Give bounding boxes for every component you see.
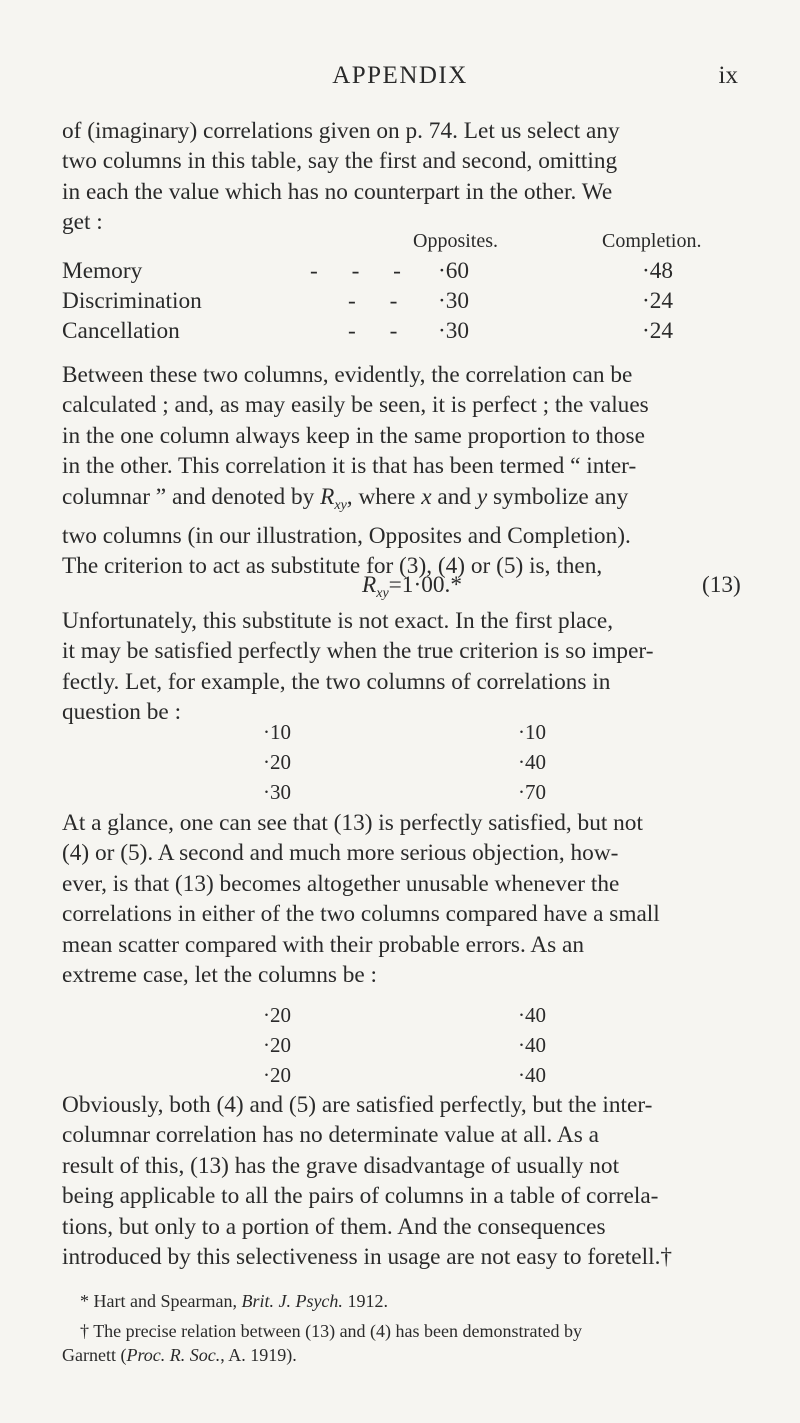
list-item: ·30 ·70 <box>263 780 546 804</box>
column-header-opposites: Opposites. <box>413 230 498 252</box>
paragraph-5 <box>62 1090 738 1272</box>
text-line: in each the value which has no counterpart in the other. We <box>62 178 613 205</box>
opposites-value: ·60 <box>438 258 470 284</box>
header-title: APPENDIX <box>332 62 468 89</box>
text-line: introduced by this selectiveness in usage are not easy to foretell.† <box>62 1244 673 1271</box>
text-line: ever, is that (13) becomes altogether unusable whenever the <box>62 870 620 897</box>
text-line: it may be satisfied perfectly when the true criterion is so imper- <box>62 638 654 665</box>
text-line: columnar correlation has no determinate value at all. As a <box>62 1122 599 1149</box>
footnote-2: † The precise relation between (13) and (4) has been demonstrated by <box>80 1321 582 1341</box>
text-line: of (imaginary) correlations given on p. 74. Let us select any <box>62 118 620 144</box>
example-columns-1 <box>0 720 800 810</box>
text-line: calculated ; and, as may easily be seen, it is perfect ; the values <box>62 392 649 419</box>
text-line: columnar ” and denoted by $R_{xy}$, where x and y symbolize any <box>62 483 629 513</box>
scores-table <box>62 230 742 360</box>
completion-value: ·24 <box>642 318 674 344</box>
text-line: being applicable to all the pairs of columns in a table of correla- <box>62 1183 659 1210</box>
text-line: The criterion to act as substitute for (3), (4) or (5) is, then, <box>62 553 603 580</box>
text-line: (4) or (5). A second and much more serious objection, how- <box>62 840 619 867</box>
footnote-2-continued: Garnett (Proc. R. Soc., A. 1919). <box>62 1345 297 1365</box>
equation-13 <box>0 572 800 608</box>
text-line: get : <box>62 209 103 236</box>
running-header <box>0 58 800 98</box>
equation-number: (13) <box>702 572 741 598</box>
text-line: question be : <box>62 699 182 726</box>
row-label: Memory <box>62 258 143 284</box>
text-line: fectly. Let, for example, the two columns of correlations in <box>62 668 611 695</box>
text-line: two columns (in our illustration, Opposites and Completion). <box>62 523 631 550</box>
example-columns-2 <box>0 1003 800 1093</box>
column-header-completion: Completion. <box>602 230 702 252</box>
list-item: ·20 ·40 <box>263 1063 546 1087</box>
footnote-1: * Hart and Spearman, Brit. J. Psych. 1912. <box>80 1291 388 1311</box>
text-line: mean scatter compared with their probable errors. As an <box>62 931 585 958</box>
page-number: ix <box>718 62 738 89</box>
list-item: ·10 ·10 <box>263 720 546 744</box>
text-line: correlations in either of the two columns compared have a small <box>62 901 660 928</box>
completion-value: ·24 <box>642 288 674 314</box>
row-leader: - - <box>348 288 412 314</box>
list-item: ·20 ·40 <box>263 1003 546 1027</box>
row-leader: - - <box>348 318 412 344</box>
paragraph-3 <box>62 606 738 728</box>
row-label: Discrimination <box>62 288 202 314</box>
text-line: Between these two columns, evidently, the correlation can be <box>62 362 633 388</box>
text-line: At a glance, one can see that (13) is perfectly satisfied, but not <box>62 810 643 836</box>
paragraph-4 <box>62 808 738 990</box>
text-line: tions, but only to a portion of them. And the consequences <box>62 1213 606 1240</box>
text-line: Unfortunately, this substitute is not exact. In the first place, <box>62 608 614 634</box>
text-line: extreme case, let the columns be : <box>62 962 378 989</box>
table-row <box>62 318 742 348</box>
text-line: in the one column always keep in the same proportion to those <box>62 422 645 449</box>
paragraph-1 <box>62 116 738 238</box>
text-line: in the other. This correlation it is that has been termed “ inter- <box>62 453 637 480</box>
opposites-value: ·30 <box>438 318 470 344</box>
table-row <box>62 288 742 318</box>
table-row <box>62 258 742 288</box>
row-label: Cancellation <box>62 318 180 344</box>
text-line: Obviously, both (4) and (5) are satisfied perfectly, but the inter- <box>62 1092 653 1118</box>
text-line: result of this, (13) has the grave disadvantage of usually not <box>62 1152 620 1179</box>
list-item: ·20 ·40 <box>263 1033 546 1057</box>
opposites-value: ·30 <box>438 288 470 314</box>
text-line: two columns in this table, say the first and second, omitting <box>62 148 618 175</box>
footnotes <box>62 1289 738 1367</box>
equation-expression: $R_{xy}=1\cdot 00.*$ <box>362 572 462 601</box>
completion-value: ·48 <box>642 258 674 284</box>
row-leader: - - - <box>310 258 415 284</box>
paragraph-2 <box>62 360 738 582</box>
list-item: ·20 ·40 <box>263 750 546 774</box>
